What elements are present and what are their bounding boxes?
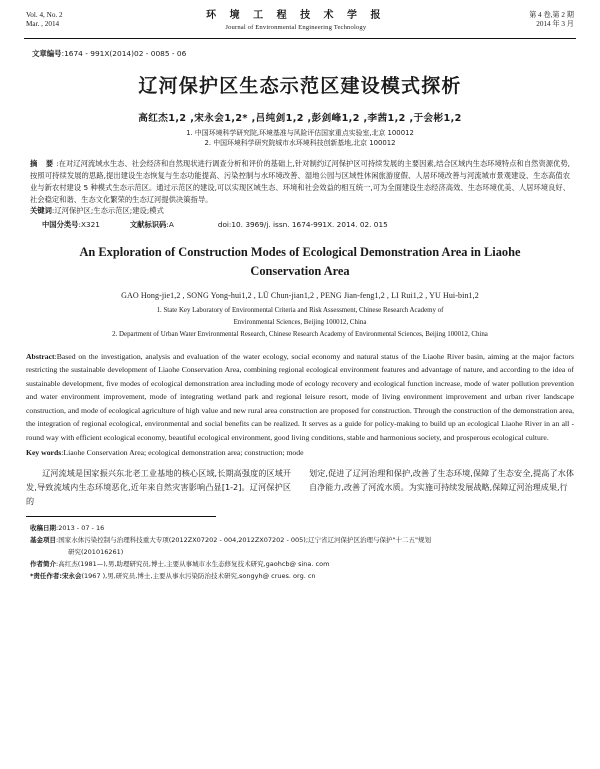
- volume-cn: 第 4 卷,第 2 期: [529, 11, 574, 19]
- date-en: Mar. , 2014: [26, 20, 60, 29]
- volume-issue-left: [26, 11, 63, 29]
- affiliation-en-1a: 1. State Key Laboratory of Environmental Criteria and Risk Assessment, Chinese Research Academy of: [156, 306, 444, 314]
- article-number: [32, 48, 600, 59]
- affiliation-en-2: 2. Department of Urban Water Environmental Research, Chinese Research Academy of Environmental Sciences, Beijing 100012, China: [112, 330, 488, 338]
- author-bio-value: :高红杰(1981—),男,助理研究员,博士,主要从事城市水生态修复技术研究,gaohcb@ sina. com: [56, 559, 330, 568]
- keywords-en-label: Key words: [26, 448, 62, 458]
- document-code-value: :A: [166, 220, 174, 230]
- received-label: 收稿日期: [30, 523, 56, 532]
- footnote-corresponding-author: [30, 570, 574, 582]
- footnote-author-bio: [30, 558, 574, 570]
- abstract-cn-label: 摘 要: [30, 159, 57, 169]
- abstract-cn-text: :在对辽河流域水生态、社会经济和自然现状进行调查分析和评价的基础上,针对制约辽河保护区可持续发展的主要因素,结合区域内生态环境特点和自然资源优势,按照可持续发展的思路,提出建设生态恢复与生态功能提高、污染控制与水环境改善、湿地公园与区域性休闲旅游度假、人居环境改善与河流城市景观建设、生态高值农业与新农村建设 5 种模式生态示范区。通过示范区的建设,可以实现区域生态、环境和社会效益的相互统一,可为全面建设生态经济高效、生态环境优美、人居环境良好、社会稳定和谐、生态文化繁荣的生态辽河提供决策指导。: [30, 159, 570, 204]
- author-bio-label: 作者简介: [30, 559, 56, 568]
- keywords-en-text: :Liaohe Conservation Area; ecological demonstration area; construction; mode: [61, 448, 304, 458]
- keywords-cn: [30, 206, 570, 216]
- volume-en: Vol. 4, No. 2: [26, 11, 63, 19]
- journal-masthead: [63, 10, 529, 33]
- abstract-en-text: :Based on the investigation, analysis and evaluation of the water ecology, social economy and natural status of the Liaohe River basin, aiming at the major factors restricting the sustainable development of Liaohe Conservation Area, combining regional ecological environment features and advantage of nature, and according to the idea of sustainable development, five modes of ecological demonstration area including mode of ecology recovery and ecological function increase, mode of water pollution prevention and water environment improvement, mode of integrating wetland park and regional leisure resort, mode of living environment improvement and urban river landscape construction, and mode of ecological agriculture of high value and new rural area construction are proposed for construction. Through the construction of the demonstration area, the integration of regional ecological, environmental and social benefits can be realized. It serves as a guide for policy-making to build up an ecological Liaohe River in an all - round way with efficient ecological economy, beautiful ecological environment, good living conditions, stable and harmonious society, and prosperous ecological culture.: [26, 351, 574, 442]
- affiliation-cn-1: 1. 中国环境科学研究院,环境基准与风险评估国家重点实验室,北京 100012: [186, 128, 414, 137]
- footnote-received: [30, 522, 574, 534]
- journal-title-en: Journal of Environmental Engineering Technology: [225, 24, 367, 32]
- footnote-fund-continued: 研究(201016261): [68, 547, 124, 556]
- body-column-left: [26, 467, 291, 509]
- volume-issue-right: [529, 11, 574, 29]
- footnotes: [30, 522, 574, 582]
- abstract-cn: [30, 158, 570, 205]
- authors-cn: 高红杰1,2 ,宋永会1,2* ,吕纯剑1,2 ,彭剑峰1,2 ,李茜1,2 ,于会彬1,2: [138, 112, 462, 124]
- affiliation-en-1b: Environmental Sciences, Beijing 100012, China: [233, 318, 367, 326]
- body-column-right: [309, 467, 574, 509]
- body-columns: [26, 467, 574, 509]
- affiliations-cn: [0, 128, 600, 149]
- received-value: :2013 - 07 - 16: [56, 523, 105, 532]
- clc-label: 中国分类号: [42, 220, 79, 230]
- clc-number: [42, 220, 100, 230]
- footnote-fund: [30, 534, 574, 546]
- fund-value: :国家水体污染控制与治理科技重大专项(2012ZX07202 - 004,2012ZX07202 - 005);辽宁省辽河保护区治理与保护"十二五"规划: [56, 535, 432, 544]
- keywords-en: [26, 448, 574, 457]
- article-number-label: 文章编号: [32, 48, 62, 58]
- document-code-label: 文献标识码: [129, 220, 167, 230]
- journal-title-cn: 环 境 工 程 技 术 学 报: [206, 10, 386, 21]
- clc-value: :X321: [78, 220, 100, 230]
- affiliation-cn-2: 2. 中国环境科学研究院城市水环境科技创新基地,北京 100012: [204, 139, 396, 148]
- body-paragraph-left: 辽河流域是国家振兴东北老工业基地的核心区域,长期高强度的区域开发,导致流域内生态环境恶化,近年来自然灾害影响凸显[1-2]。辽河保护区的: [26, 468, 291, 506]
- keywords-cn-label: 关键词: [30, 206, 52, 216]
- abstract-en-label: Abstract: [26, 351, 55, 361]
- fund-label: 基金项目: [30, 535, 56, 544]
- keywords-cn-text: :辽河保护区;生态示范区;建设;模式: [51, 206, 164, 216]
- running-head: [0, 0, 600, 33]
- footnote-divider: [26, 516, 216, 517]
- abstract-en: [26, 350, 574, 444]
- page-title-en: An Exploration of Construction Modes of Ecological Demonstration Area in Liaohe Conservation Area: [79, 245, 521, 278]
- header-divider: [24, 38, 576, 39]
- body-paragraph-right: 划定,促进了辽河治理和保护,改善了生态环境,保障了生态安全,提高了水体自净能力,改善了河流水质。为实施可持续发展战略,保障辽河治理成果,行: [309, 468, 574, 493]
- article-number-value: :1674 - 991X(2014)02 - 0085 - 06: [61, 48, 187, 58]
- document-code: [130, 220, 174, 230]
- authors-en: GAO Hong-jie1,2 , SONG Yong-hui1,2 , LÜ Chun-jian1,2 , PENG Jian-feng1,2 , LI Rui1,2 , YU Hui-bin1,2: [121, 290, 479, 300]
- affiliations-en: [0, 305, 600, 341]
- corresponding-author-label: *责任作者:宋永会: [30, 571, 82, 580]
- page-title-cn: 辽河保护区生态示范区建设模式探析: [138, 74, 462, 97]
- corresponding-author-value: (1967 ),男,研究员,博士,主要从事水污染防治技术研究,songyh@ crues. org. cn: [81, 571, 316, 580]
- classification-line: [42, 220, 570, 230]
- doi-value[interactable]: doi:10. 3969/j. issn. 1674-991X. 2014. 02. 015: [217, 220, 388, 230]
- date-cn: 2014 年 3 月: [536, 20, 574, 29]
